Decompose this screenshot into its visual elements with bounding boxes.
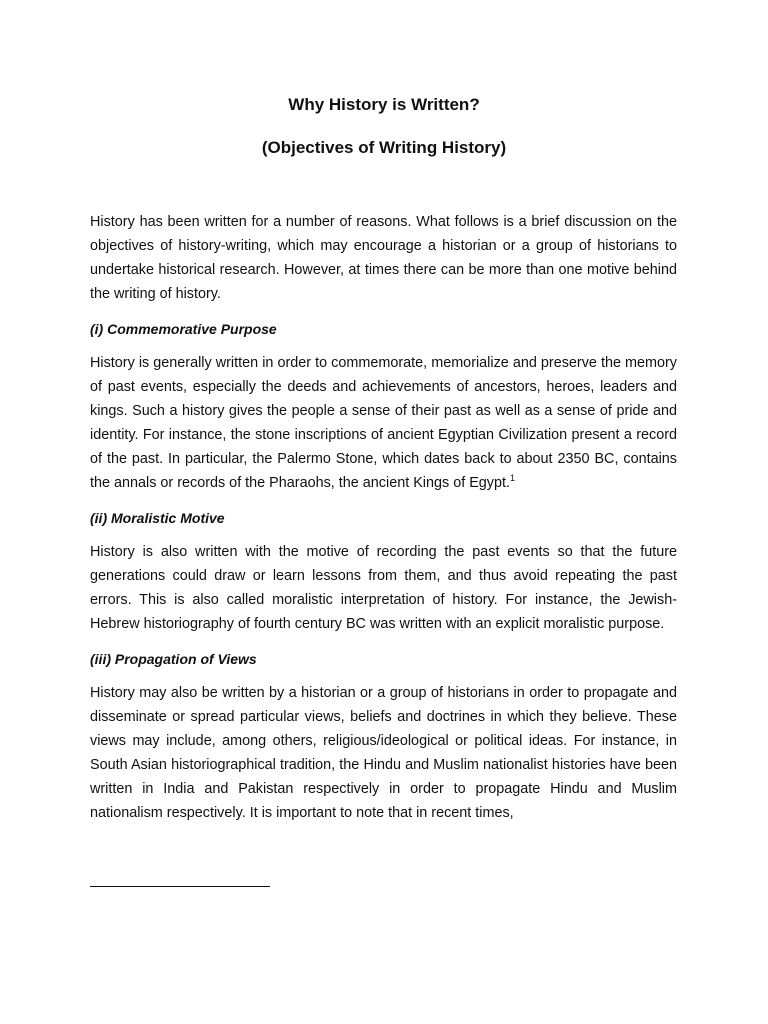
section-heading-moralistic: (ii) Moralistic Motive [90, 510, 225, 526]
document-body [90, 210, 677, 837]
footnote-divider [90, 886, 270, 887]
page-subtitle: (Objectives of Writing History) [261, 138, 507, 157]
section-paragraph-propagation: History may also be written by a historian or a group of historians in order to propagate and disseminate or spread particular views, beliefs and doctrines in which they believe. These views may include, among others, religious/ideological or political ideas. For instance, in South Asian historiographical tradition, the Hindu and Muslim nationalist histories have been written in India and Pakistan respectively in order to propagate Hindu and Muslim nationalism respectively. It is important to note that in recent times, [90, 685, 677, 821]
section-heading-propagation: (iii) Propagation of Views [90, 651, 257, 667]
section-paragraph-commemorative [90, 351, 677, 495]
footnote-reference[interactable]: 1 [510, 473, 516, 484]
intro-paragraph: History has been written for a number of reasons. What follows is a brief discussion on the objectives of history-writing, which may encourage a historian or a group of historians to undertake historical research. However, at times there can be more than one motive behind the writing of history. [90, 214, 677, 302]
section-paragraph-moralistic: History is also written with the motive of recording the past events so that the future generations could draw or learn lessons from them, and thus avoid repeating the past errors. This is also called moralistic interpretation of history. For instance, the Jewish-Hebrew historiography of fourth century BC was written with an explicit moralistic purpose. [90, 544, 677, 632]
section-heading-commemorative: (i) Commemorative Purpose [90, 321, 277, 337]
section-text-commemorative: History is generally written in order to commemorate, memorialize and preserve the memory of past events, especially the deeds and achievements of ancestors, heroes, leaders and kings. Such a history gives the people a sense of their past as well as a sense of pride and identity. For instance, the stone inscriptions of ancient Egyptian Civilization present a record of the past. In particular, the Palermo Stone, which dates back to about 2350 BC, contains the annals or records of the Pharaohs, the ancient Kings of Egypt. [90, 355, 677, 491]
page-title: Why History is Written? [288, 95, 480, 114]
